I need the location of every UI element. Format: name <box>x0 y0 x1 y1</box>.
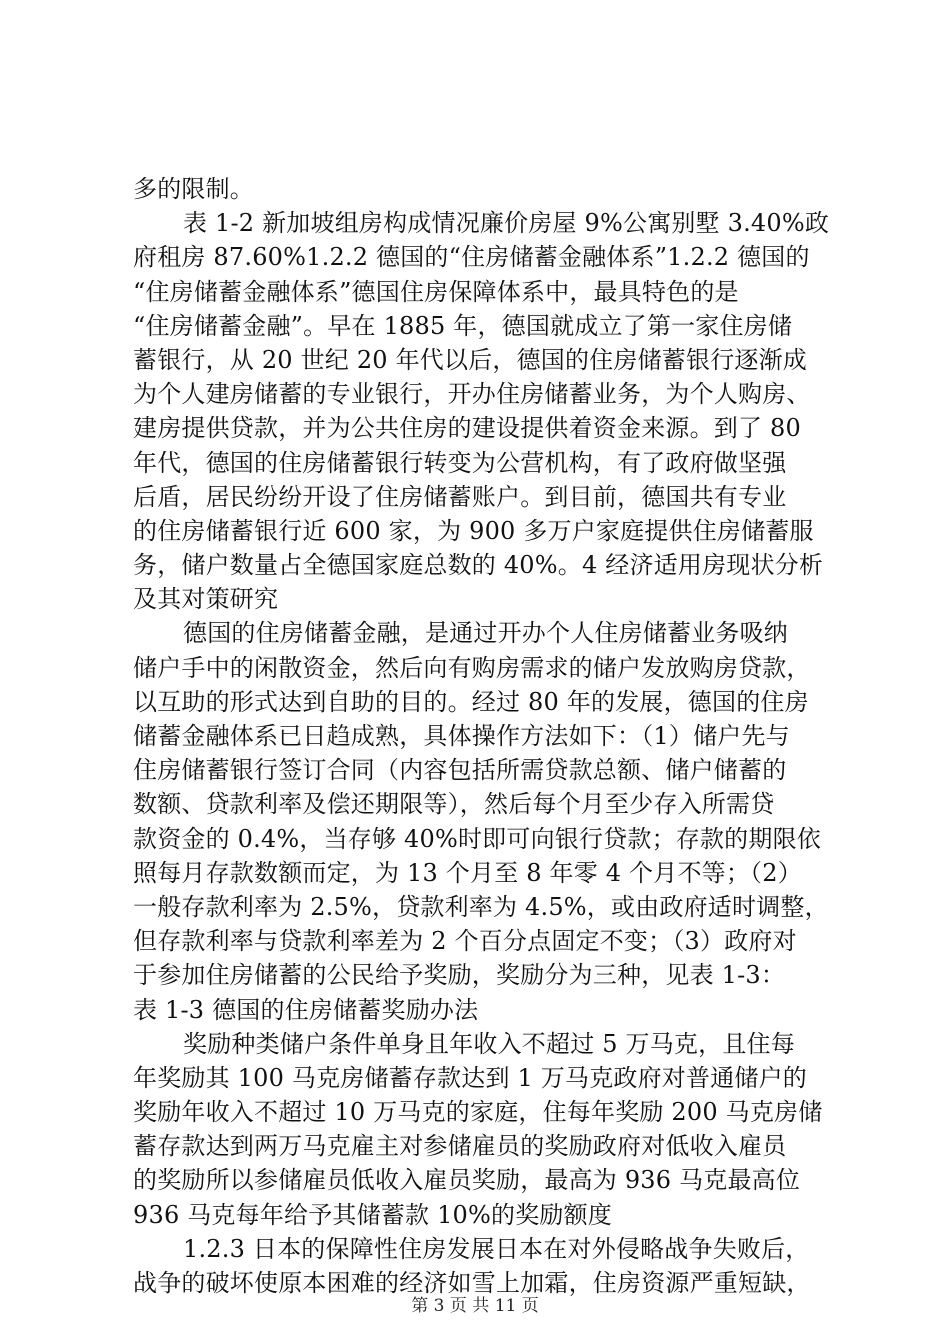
body-text <box>133 172 833 1300</box>
text-line: 一般存款利率为 2.5%，贷款利率为 4.5%，或由政府适时调整， <box>133 892 829 921</box>
text-line: 德国的住房储蓄金融，是通过开办个人住房储蓄业务吸纳 <box>183 619 788 648</box>
text-line: 建房提供贷款，并为公共住房的建设提供着资金来源。到了 80 <box>133 414 801 443</box>
text-line: 蓄存款达到两万马克雇主对参储雇员的奖励政府对低收入雇员 <box>133 1132 787 1161</box>
text-line: 战争的破坏使原本困难的经济如雪上加霜，住房资源严重短缺， <box>133 1269 811 1297</box>
text-line: 936 马克每年给予其储蓄款 10%的奖励额度 <box>133 1200 613 1229</box>
text-line: “住房储蓄金融”。早在 1885 年，德国就成立了第一家住房储 <box>133 311 793 340</box>
page-number-footer: 第 3 页 共 11 页 <box>411 1296 539 1316</box>
text-line: 储蓄金融体系已日趋成熟，具体操作方法如下：（1）储户先与 <box>133 722 790 750</box>
text-line: 后盾，居民纷纷开设了住房储蓄账户。到目前，德国共有专业 <box>133 482 787 511</box>
text-line: 年奖励其 100 马克房储蓄存款达到 1 万马克政府对普通储户的 <box>133 1063 807 1092</box>
text-line: 但存款利率与贷款利率差为 2 个百分点固定不变；（3）政府对 <box>133 927 797 956</box>
text-line: 1.2.3 日本的保障性住房发展日本在对外侵略战争失败后， <box>183 1234 810 1263</box>
text-line: 奖励年收入不超过 10 万马克的家庭，住每年奖励 200 马克房储 <box>133 1098 823 1127</box>
text-line: 蓄银行，从 20 世纪 20 年代以后，德国的住房储蓄银行逐渐成 <box>133 345 807 374</box>
text-line: 府租房 87.60%1.2.2 德国的“住房储蓄金融体系”1.2.2 德国的 <box>133 243 810 272</box>
text-line: 的住房储蓄银行近 600 家，为 900 多万户家庭提供住房储蓄服 <box>133 516 814 545</box>
text-line: 以互助的形式达到自助的目的。经过 80 年的发展，德国的住房 <box>133 687 809 716</box>
text-line: 数额、贷款利率及偿还期限等），然后每个月至少存入所需贷 <box>133 790 775 819</box>
text-line: 表 1-2 新加坡组房构成情况廉价房屋 9%公寓别墅 3.40%政 <box>183 209 830 238</box>
text-line: 于参加住房储蓄的公民给予奖励，奖励分为三种，见表 1-3： <box>133 961 786 990</box>
text-line: 及其对策研究 <box>133 585 279 614</box>
text-line: 照每月存款数额而定，为 13 个月至 8 年零 4 个月不等；（2） <box>133 858 802 887</box>
text-line: 住房储蓄银行签订合同（内容包括所需贷款总额、储户储蓄的 <box>133 756 787 785</box>
text-line: 奖励种类储户条件单身且年收入不超过 5 万马克，且住每 <box>183 1029 795 1058</box>
text-line: 款资金的 0.4%，当存够 40%时即可向银行贷款；存款的期限依 <box>133 824 821 853</box>
text-line: “住房储蓄金融体系”德国住房保障体系中，最具特色的是 <box>133 277 739 306</box>
text-line: 年代，德国的住房储蓄银行转变为公营机构，有了政府做坚强 <box>133 448 787 477</box>
text-line: 储户手中的闲散资金，然后向有购房需求的储户发放购房贷款， <box>133 653 811 682</box>
text-line: 务，储户数量占全德国家庭总数的 40%。4 经济适用房现状分析 <box>133 551 824 580</box>
text-line: 表 1-3 德国的住房储蓄奖励办法 <box>133 995 479 1024</box>
text-line: 为个人建房储蓄的专业银行，开办住房储蓄业务，为个人购房、 <box>133 380 811 409</box>
text-line: 的奖励所以参储雇员低收入雇员奖励，最高为 936 马克最高位 <box>133 1166 801 1195</box>
text-line: 多的限制。 <box>133 175 254 203</box>
